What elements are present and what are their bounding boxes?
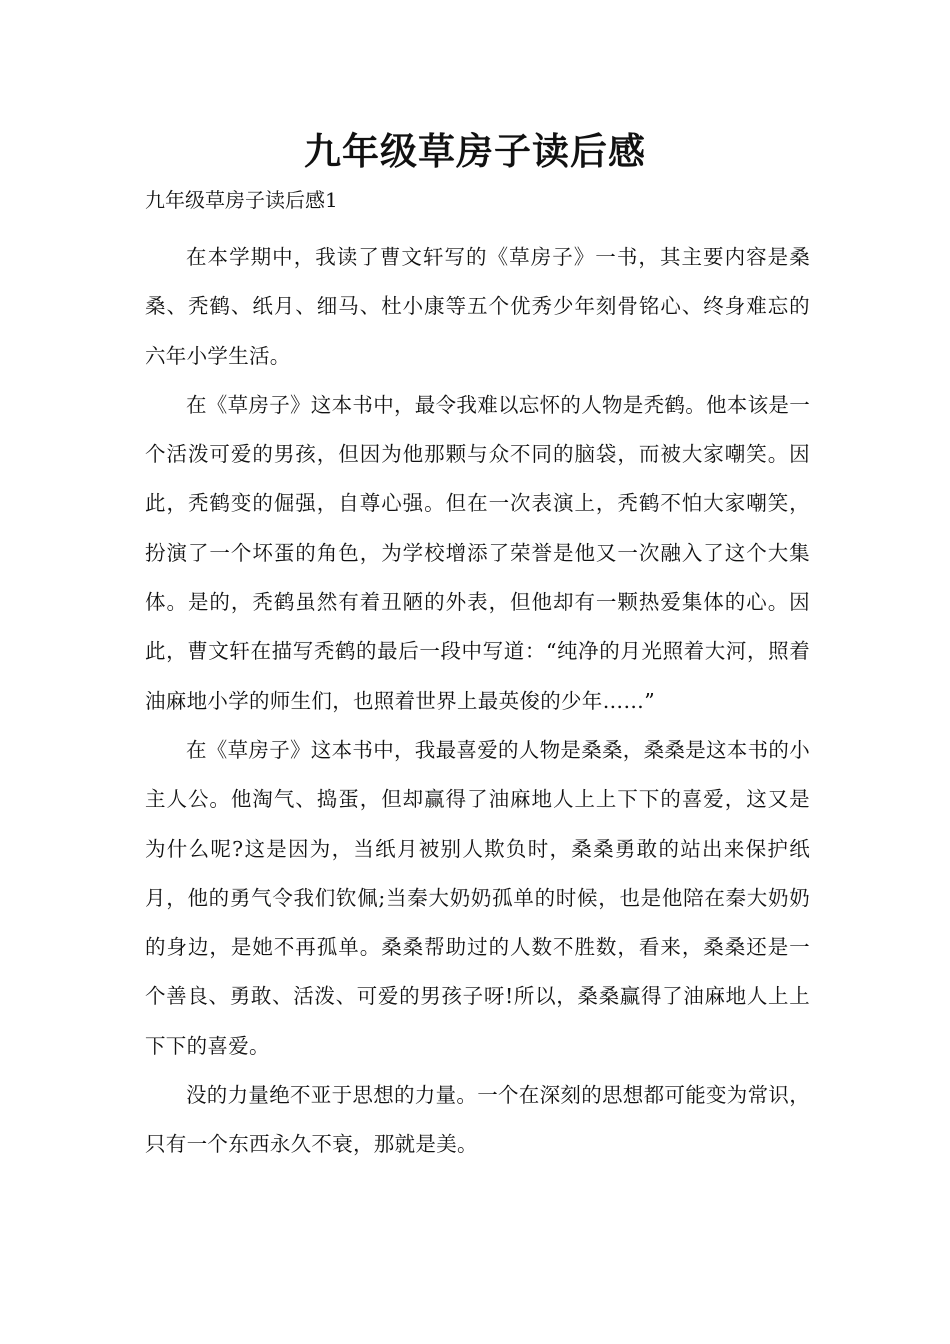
document-subtitle: 九年级草房子读后感1	[145, 188, 338, 212]
paragraph-1: 在本学期中，我读了曹文轩写的《草房子》一书，其主要内容是桑桑、秃鹤、纸月、细马、杜小康等五个优秀少年刻骨铭心、终身难忘的六年小学生活。	[145, 245, 810, 368]
paragraph-3: 在《草房子》这本书中，我最喜爱的人物是桑桑，桑桑是这本书的小主人公。他淘气、捣蛋，但却赢得了油麻地人上上下下的喜爱，这又是为什么呢?这是因为，当纸月被别人欺负时，桑桑勇敢的站出来保护纸月，他的勇气令我们钦佩;当秦大奶奶孤单的时候，也是他陪在秦大奶奶的身边，是她不再孤单。桑桑帮助过的人数不胜数，看来，桑桑还是一个善良、勇敢、活泼、可爱的男孩子呀!所以，桑桑赢得了油麻地人上上下下的喜爱。	[145, 737, 810, 1058]
paragraph-2: 在《草房子》这本书中，最令我难以忘怀的人物是秃鹤。他本该是一个活泼可爱的男孩，但因为他那颗与众不同的脑袋，而被大家嘲笑。因此，秃鹤变的倔强，自尊心强。但在一次表演上，秃鹤不怕大家嘲笑，扮演了一个坏蛋的角色，为学校增添了荣誉是他又一次融入了这个大集体。是的，秃鹤虽然有着丑陋的外表，但他却有一颗热爱集体的心。因此，曹文轩在描写秃鹤的最后一段中写道：“纯净的月光照着大河，照着油麻地小学的师生们，也照着世界上最英俊的少年……”	[145, 392, 810, 713]
document-body	[145, 233, 810, 1170]
document-title: 九年级草房子读后感	[304, 130, 646, 173]
paragraph-4: 没的力量绝不亚于思想的力量。一个在深刻的思想都可能变为常识，只有一个东西永久不衰，那就是美。	[145, 1083, 810, 1157]
